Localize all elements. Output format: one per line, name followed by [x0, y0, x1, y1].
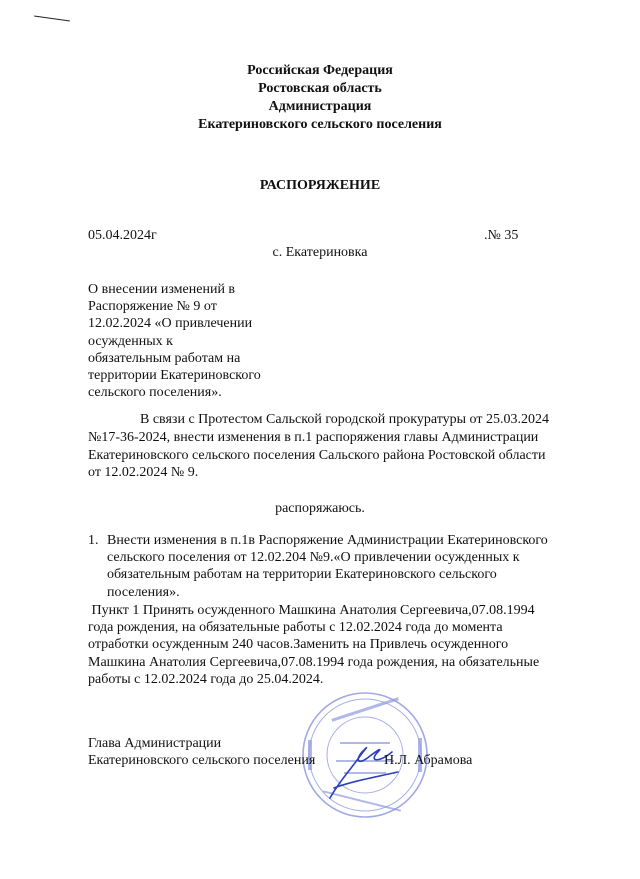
preamble-line: Екатериновского сельского поселения Сальского района Ростовской области [88, 447, 546, 463]
preamble-line: от 12.02.2024 № 9. [88, 465, 199, 481]
list-item-number: 1. [88, 533, 99, 548]
list-item-line: сельского поселения от 12.02.204 №9.«О привлечении осужденных к [107, 550, 520, 566]
signer-position-line1: Глава Администрации [88, 736, 222, 751]
point-paragraph [88, 602, 588, 688]
document-subject [88, 281, 288, 401]
subject-line: 12.02.2024 «О привлечении [88, 316, 253, 332]
subject-line: О внесении изменений в [88, 282, 236, 297]
subject-line: осужденных к [88, 333, 173, 349]
document-title: РАСПОРЯЖЕНИЕ [259, 178, 381, 193]
point-line: года рождения, на обязательные работы с 12.02.2024 года до момента [88, 620, 503, 636]
point-line: Пункт 1 Принять осужденного Машкина Анатолия Сергеевича,07.08.1994 [88, 603, 535, 618]
list-item-line: Внести изменения в п.1в Распоряжение Администрации Екатериновского [107, 533, 548, 548]
header-settlement: Екатериновского сельского поселения [198, 117, 442, 132]
point-line: отработки осужденным 240 часов.Заменить на Привлечь осужденного [88, 637, 509, 653]
list-item [88, 532, 576, 601]
subject-line: обязательным работам на [88, 350, 241, 366]
list-item-line: поселения». [107, 584, 180, 600]
scan-mark [34, 15, 70, 21]
header-administration: Администрация [268, 99, 372, 114]
point-line: Машкина Анатолия Сергеевича,07.08.1994 года рождения, на обязательные [88, 654, 540, 670]
subject-line: территории Екатериновского [88, 368, 261, 384]
preamble-line: В связи с Протестом Сальской городской прокуратуры от 25.03.2024 [140, 412, 549, 427]
point-line: работы с 12.02.2024 года до 25.04.2024. [88, 671, 324, 687]
document-header [0, 62, 640, 134]
document-place: с. Екатериновка [272, 245, 368, 260]
signer-position-line2: Екатериновского сельского поселения [88, 753, 316, 768]
decree-word: распоряжаюсь. [275, 501, 365, 516]
header-country: Российская Федерация [247, 63, 393, 78]
preamble-paragraph [88, 411, 576, 482]
subject-line: сельского поселения». [88, 385, 222, 401]
list-item-line: обязательным работам на территории Екатериновского сельского [107, 567, 497, 583]
preamble-line: №17-36-2024, внести изменения в п.1 распоряжения главы Администрации [88, 429, 539, 445]
header-region: Ростовская область [258, 81, 382, 96]
document-number: .№ 35 [484, 228, 519, 243]
document-date: 05.04.2024г [88, 228, 157, 243]
subject-line: Распоряжение № 9 от [88, 299, 217, 315]
signer-name: Н.Л. Абрамова [384, 753, 473, 768]
